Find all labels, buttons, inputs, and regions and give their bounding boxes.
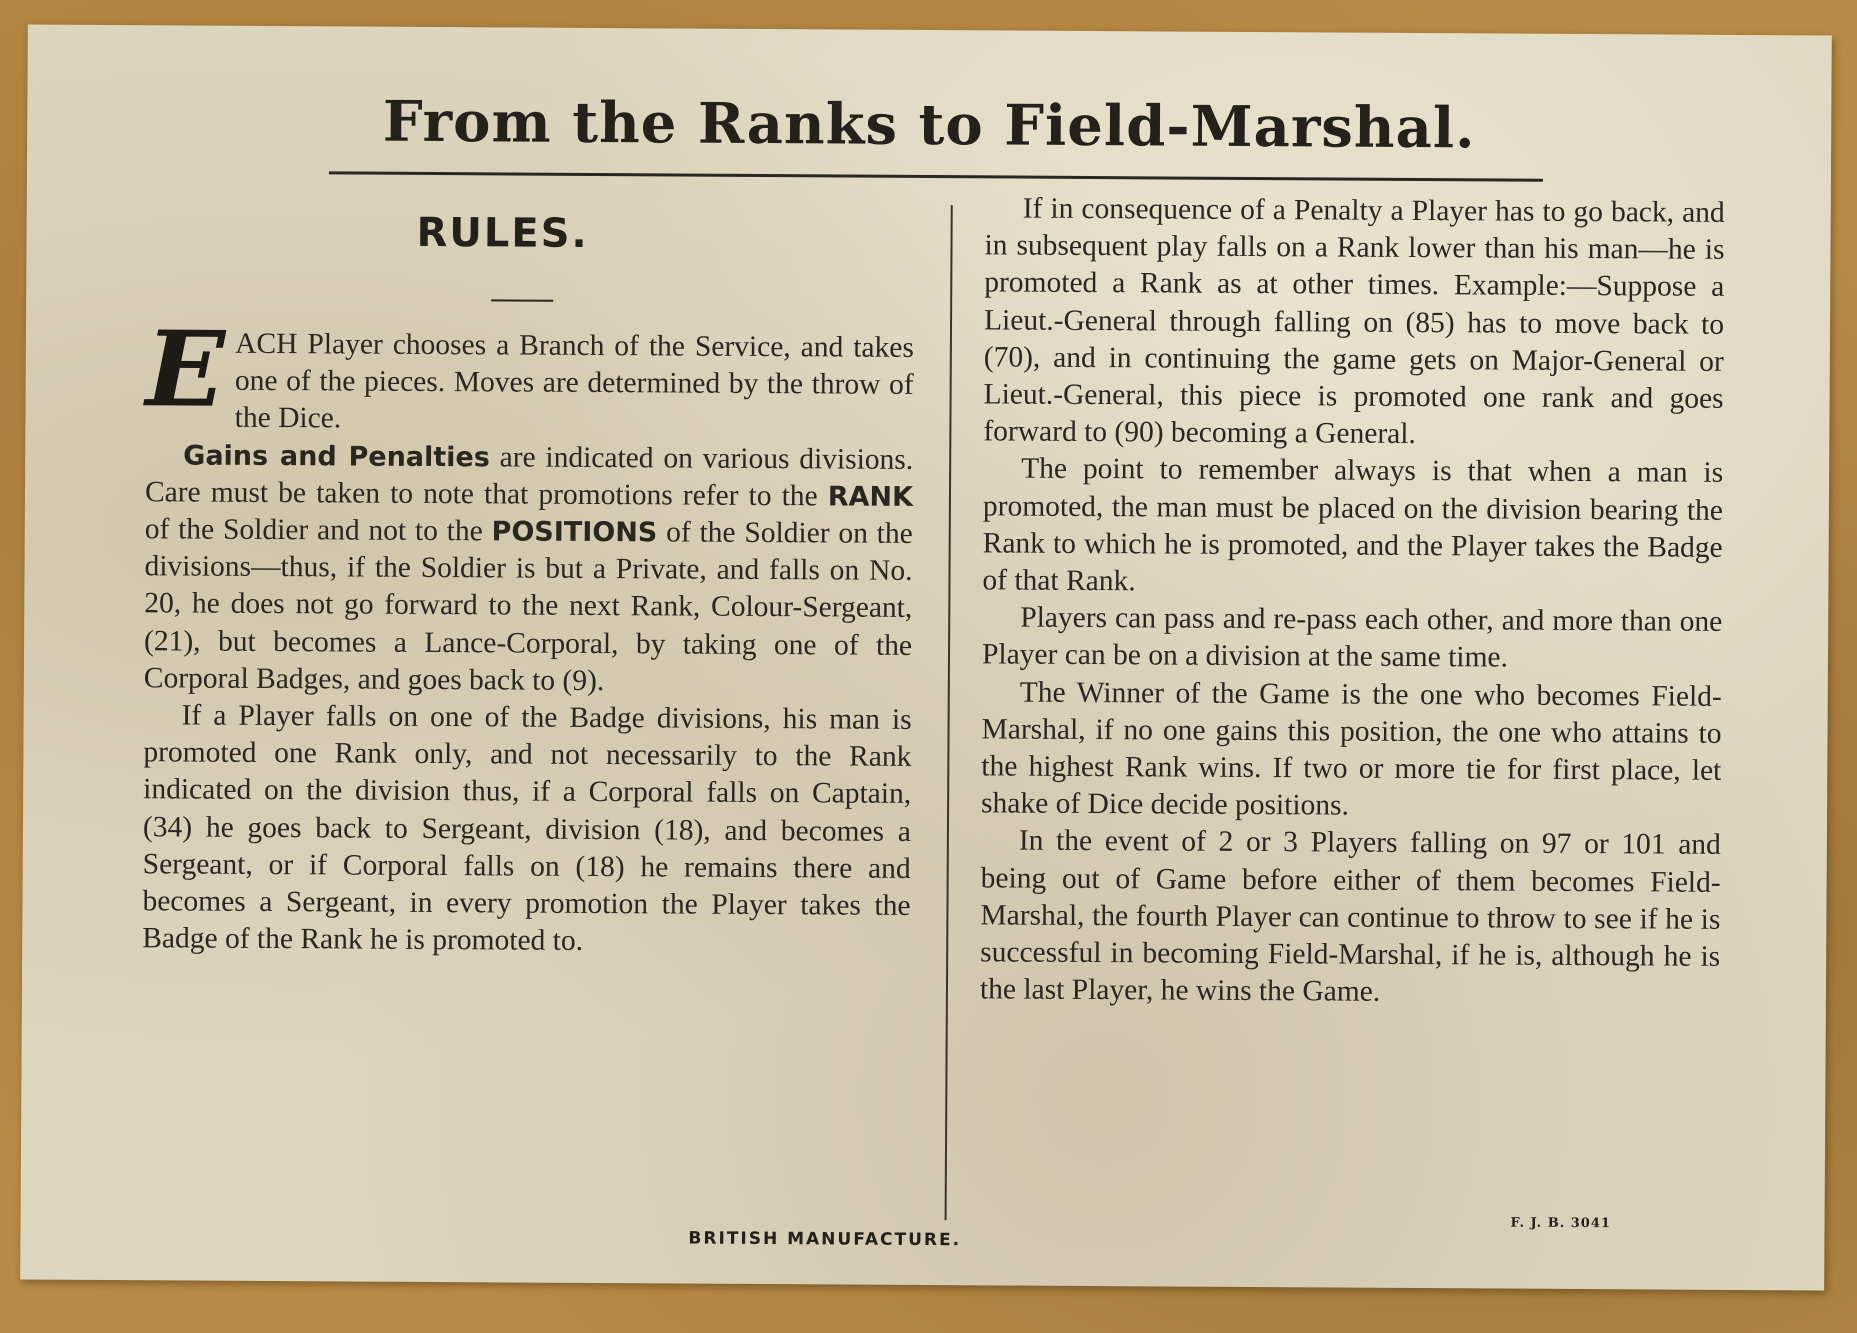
title-underline (329, 171, 1543, 181)
rule-paragraph-5: The point to remember always is that when a man is promoted, the man must be placed on the division bearing the Rank to which he is promoted, and the Player takes the Badge of that Rank. (982, 452, 1724, 598)
rules-heading: RULES. (416, 209, 589, 257)
positions-label: POSITIONS (491, 516, 658, 549)
gains-penalties-label: Gains and Penalties (183, 440, 490, 473)
rank-label: RANK (827, 481, 914, 513)
rule-paragraph-2-a: are indicated on various divisions. Care must be taken to note that promotions refer to the (144, 440, 914, 513)
rule-paragraph-1-text: ACH Player chooses a Branch of the Service, and takes one of the pieces. Moves are determined by the throw of the Dice. (234, 327, 914, 435)
print-code: F. J. B. 3041 (1510, 1215, 1611, 1232)
rule-paragraph-4: If in consequence of a Penalty a Player has to go back, and in subsequent play falls on a Rank lower than his man—he is promoted a Rank as at other times. Example:—Suppose a Lieut.-General through falling on (85) has to move back to (70), and in continuing the game gets on Major-General or Lieut.-General, this piece is promoted one rank and goes forward to (90) becoming a General. (983, 192, 1725, 451)
left-column (142, 307, 914, 962)
rule-paragraph-2-c: of the Soldier on the divisions—thus, if the Soldier is but a Private, and falls on No. 20, he does not go forward to the next Rank, Colour-Sergeant, (21), but becomes a Lance-Corporal, by taking one of the Corporal Badges, and goes back to (9). (143, 516, 913, 697)
rule-paragraph-6: Players can pass and re-pass each other, and more than one Player can be on a division at the same time. (981, 601, 1723, 674)
right-column (980, 190, 1725, 1013)
rule-paragraph-7: The Winner of the Game is the one who becomes Field-Marshal, if no one gains this position, the one who attains to the highest Rank wins. If two or more tie for first place, let shake of Dice decide positions. (981, 676, 1722, 822)
rule-paragraph-3: If a Player falls on one of the Badge divisions, his man is promoted one Rank only, and not necessarily to the Rank indicated on the division thus, if a Corporal falls on Captain, (34) he goes back to Sergeant, division (18), and becomes a Sergeant, or if Corporal falls on (18) he remains there and becomes a Sergeant, in every promotion the Player takes the Badge of the Rank he is promoted to. (142, 699, 912, 958)
game-title: From the Ranks to Field-Marshal. (382, 88, 1476, 162)
rule-paragraph-2 (144, 437, 914, 702)
column-divider (945, 205, 953, 1220)
rule-paragraph-1 (145, 307, 914, 441)
rules-card (20, 25, 1832, 1291)
manufacture-note: BRITISH MANUFACTURE. (688, 1228, 962, 1251)
drop-cap: E (145, 307, 226, 431)
rule-paragraph-2-b: of the Soldier and not to the (144, 513, 492, 548)
rule-paragraph-8: In the event of 2 or 3 Players falling on 97 or 101 and being out of Game before either of them becomes Field-Marshal, the fourth Player can continue to throw to see if he is successful in becoming Field-Marshal, if he is, although he is the last Player, he wins the Game. (979, 825, 1721, 1009)
heading-rule (491, 299, 553, 301)
